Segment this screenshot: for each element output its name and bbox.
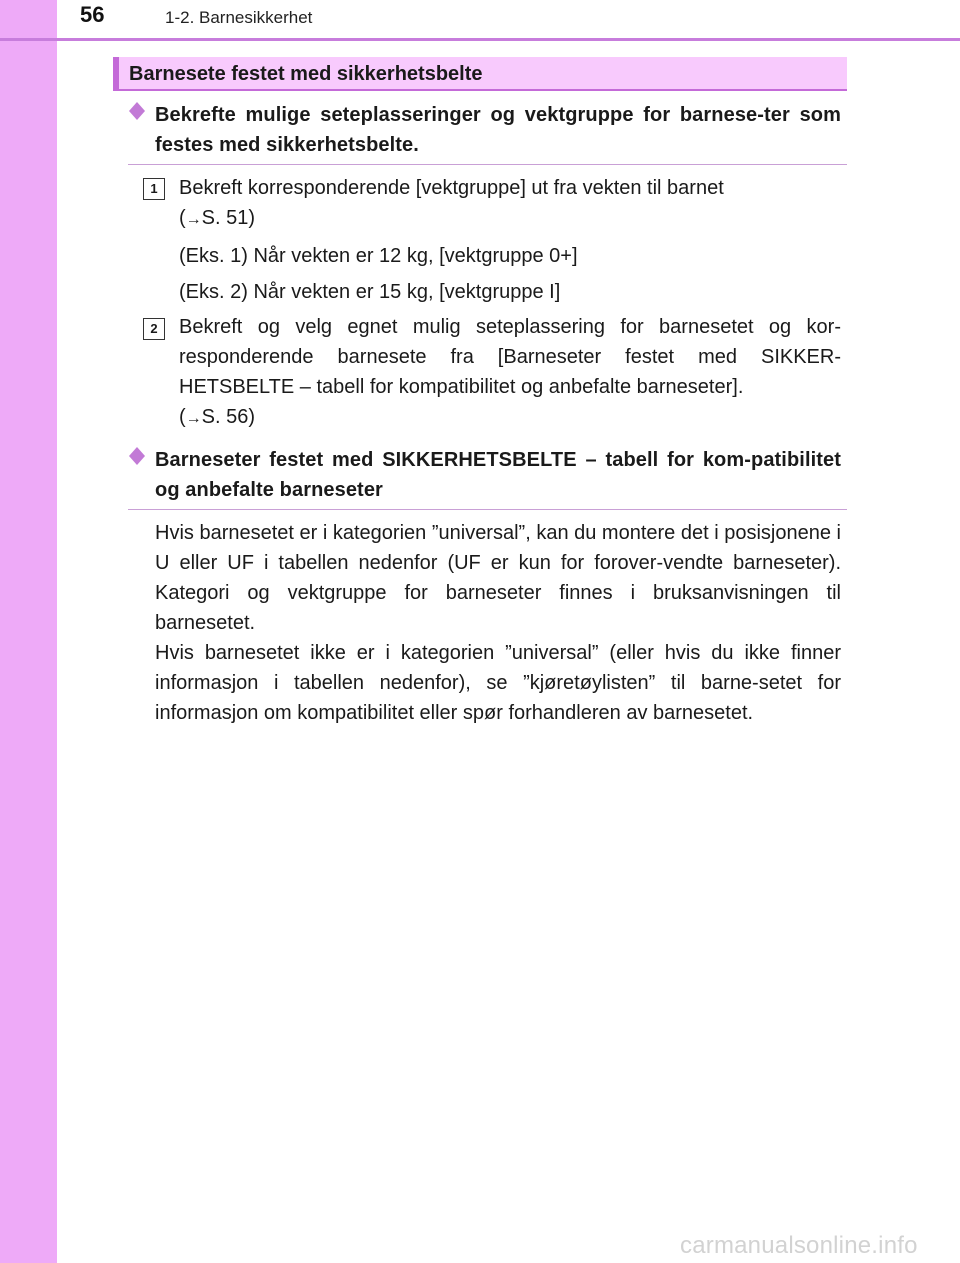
step-badge-2: 2 — [143, 318, 165, 340]
header-rule — [0, 38, 960, 41]
step-1-reference[interactable] — [179, 203, 841, 235]
page-number: 56 — [80, 2, 105, 27]
reference-page: S. 56) — [201, 406, 256, 428]
subsection-heading-text: Bekrefte mulige seteplasseringer og vektgruppe for barnese-ter som festes med sikkerhetsbelte. — [155, 104, 841, 156]
step-2-reference[interactable] — [179, 402, 841, 434]
reference-open-paren: ( — [179, 406, 186, 428]
reference-page: S. 51) — [201, 207, 256, 229]
running-head: 1-2. Barnesikkerhet — [165, 8, 313, 27]
subsection-2-body — [155, 518, 841, 728]
diamond-bullet-icon — [128, 100, 146, 122]
step-badge-1: 1 — [143, 178, 165, 200]
arrow-right-icon: → — [185, 410, 202, 427]
paragraph-not-universal: Hvis barnesetet ikke er i kategorien ”universal” (eller hvis du ikke finner informasjon i tabellen nedenfor), se ”kjøretøylisten” til barne-setet for informasjon om kompatibilitet eller spør forhandleren av barnesetet. — [155, 642, 841, 724]
subsection-heading-2 — [128, 445, 847, 510]
paragraph-universal: Hvis barnesetet er i kategorien ”universal”, kan du montere det i posisjonene i U eller UF i tabellen nedenfor (UF er kun for forover-vendte barneseter). Kategori og vektgruppe for barneseter finnes i bruksanvisningen til barnesetet. — [155, 522, 841, 634]
step-2-instruction: Bekreft og velg egnet mulig seteplassering for barnesetet og kor-responderende barnesete fra [Barneseter festet med SIKKER-HETSBELTE – tabell for kompatibilitet og anbefalte barneseter]. — [179, 316, 841, 398]
side-tab-bar — [0, 0, 57, 1263]
step-2-text — [179, 312, 841, 434]
subsection-heading-text: Barneseter festet med SIKKERHETSBELTE – tabell for kom-patibilitet og anbefalte barneseter — [155, 449, 841, 501]
subsection-heading-1 — [128, 100, 847, 165]
example-2: (Eks. 2) Når vekten er 15 kg, [vektgruppe I] — [179, 281, 561, 303]
watermark: carmanualsonline.info — [680, 1232, 918, 1259]
step-1-text — [179, 173, 841, 307]
reference-open-paren: ( — [179, 207, 186, 229]
arrow-right-icon: → — [185, 211, 202, 228]
section-title: Barnesete festet med sikkerhetsbelte — [113, 57, 847, 91]
step-1-instruction: Bekreft korresponderende [vektgruppe] ut fra vekten til barnet — [179, 177, 724, 199]
example-1: (Eks. 1) Når vekten er 12 kg, [vektgruppe 0+] — [179, 245, 578, 267]
diamond-bullet-icon — [128, 445, 146, 467]
